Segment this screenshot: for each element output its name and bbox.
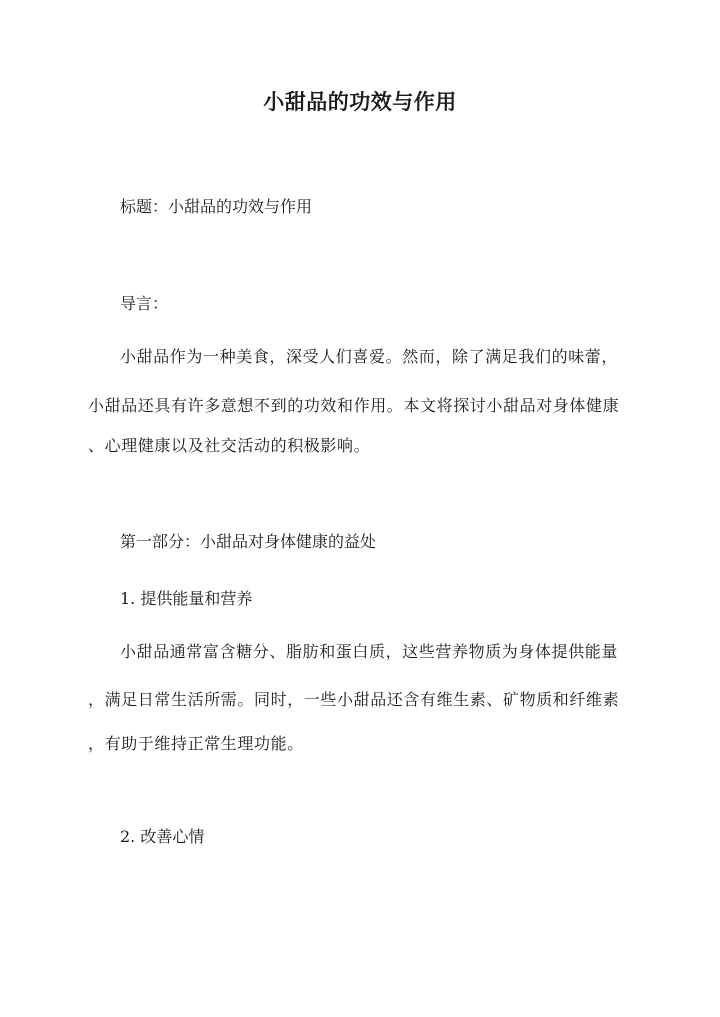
heading-label: 标题：小甜品的功效与作用 [120,197,313,216]
list-item-heading: 1. 提供能量和营养 [120,589,253,608]
section-heading: 第一部分：小甜品对身体健康的益处 [120,532,377,551]
item1-paragraph-line: ，有助于维持正常生理功能。 [88,734,304,753]
item1-paragraph-line: 小甜品通常富含糖分、脂肪和蛋白质，这些营养物质为身体提供能量 [120,642,619,661]
item1-paragraph-line: ，满足日常生活所需。同时，一些小甜品还含有维生素、矿物质和纤维素 [88,690,620,709]
document-title: 小甜品的功效与作用 [263,89,457,114]
intro-paragraph-line: 、心理健康以及社交活动的积极影响。 [88,436,371,455]
list-item-heading: 2. 改善心情 [120,827,205,846]
intro-paragraph-line: 小甜品作为一种美食，深受人们喜爱。然而，除了满足我们的味蕾， [120,347,619,366]
intro-label: 导言： [120,294,169,313]
intro-paragraph-line: 小甜品还具有许多意想不到的功效和作用。本文将探讨小甜品对身体健康 [88,396,620,415]
